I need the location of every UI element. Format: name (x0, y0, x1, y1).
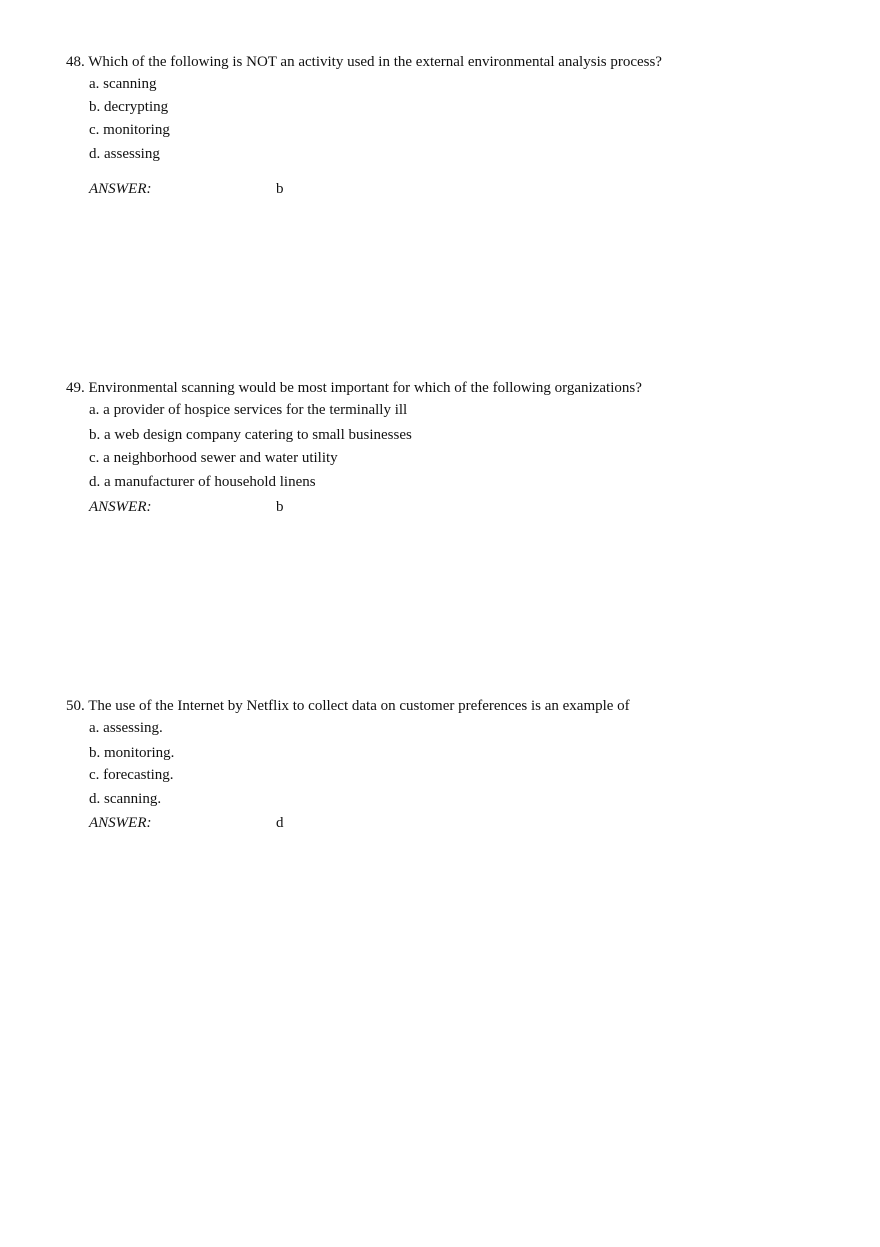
answer-value: d (276, 815, 284, 831)
option-a: a. assessing. (89, 720, 163, 736)
option-b: b. decrypting (89, 99, 169, 115)
option-d: d. assessing (89, 146, 160, 162)
answer-label: ANSWER: (89, 499, 152, 515)
option-b: b. a web design company catering to small businesses (89, 427, 412, 443)
option-a: a. a provider of hospice services for the terminally ill (89, 402, 408, 418)
option-c: c. monitoring (89, 122, 170, 138)
answer-value: b (276, 181, 284, 197)
option-c: c. forecasting. (89, 767, 174, 783)
option-d: d. a manufacturer of household linens (89, 474, 316, 490)
question-stem: 49. Environmental scanning would be most important for which of the following organizations? (66, 380, 642, 396)
option-a: a. scanning (89, 76, 157, 92)
question-stem: 50. The use of the Internet by Netflix to collect data on customer preferences is an example of (66, 698, 630, 714)
answer-value: b (276, 499, 284, 515)
question-stem: 48. Which of the following is NOT an activity used in the external environmental analysis process? (66, 54, 662, 70)
option-d: d. scanning. (89, 791, 162, 807)
answer-label: ANSWER: (89, 815, 152, 831)
option-c: c. a neighborhood sewer and water utility (89, 450, 338, 466)
answer-label: ANSWER: (89, 181, 152, 197)
option-b: b. monitoring. (89, 745, 175, 761)
